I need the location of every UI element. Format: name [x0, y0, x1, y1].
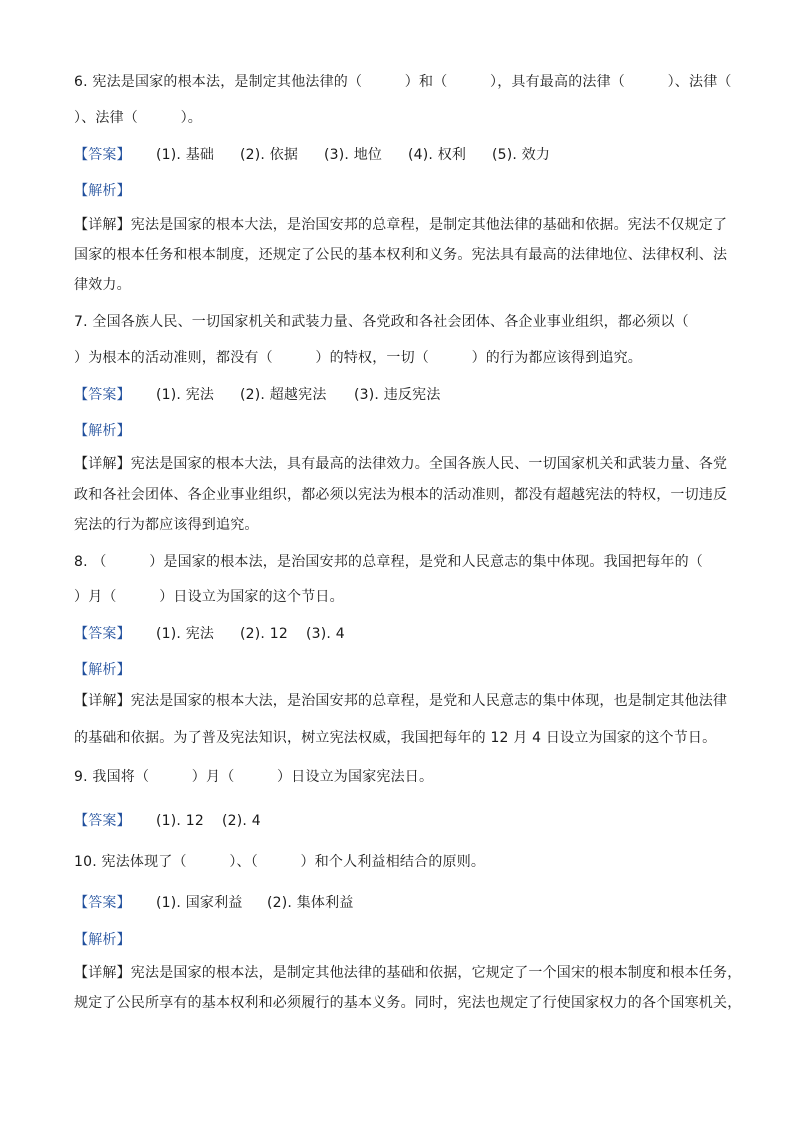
detail-8-line-2: 的基础和依据。为了普及宪法知识，树立宪法权威，我国把每年的 12 月 4 日设立为国家的这个节日。 — [74, 730, 717, 746]
detail-6-line-1: 【详解】宪法是国家的根本大法，是治国安邦的总章程，是制定其他法律的基础和依据。宪法不仅规定了 — [74, 217, 728, 233]
detail-7-line-1: 【详解】宪法是国家的根本大法，具有最高的法律效力。全国各族人民、一切国家机关和武装力量、各党 — [74, 456, 728, 472]
detail-7-line-2: 政和各社会团体、各企业事业组织，都必须以宪法为根本的活动准则，都没有超越宪法的特权，一切违反 — [74, 487, 728, 503]
analysis-label: 解析 — [88, 932, 117, 948]
answer-10 — [74, 893, 724, 913]
detail-6-line-2: 国家的根本任务和根本制度，还规定了公民的基本权利和义务。宪法具有最高的法律地位、法律权利、法 — [74, 247, 728, 263]
answer-item: (1). 12 — [156, 813, 204, 829]
question-7-line-1: 7. 全国各族人民、一切国家机关和武装力量、各党政和各社会团体、各企业事业组织，都必须以（ — [74, 314, 689, 330]
question-8-line-1: 8. （ ）是国家的根本法，是治国安邦的总章程，是党和人民意志的集中体现。我国把每年的（ — [74, 554, 704, 570]
answer-item: (2). 依据 — [240, 147, 299, 163]
detail-7-line-3: 宪法的行为都应该得到追究。 — [74, 517, 259, 533]
answer-7 — [74, 385, 724, 405]
detail-8-line-1: 【详解】宪法是国家的根本大法，是治国安邦的总章程，是党和人民意志的集中体现，也是制定其他法律 — [74, 693, 728, 709]
answer-item: (5). 效力 — [492, 147, 551, 163]
analysis-label: 解析 — [88, 423, 117, 439]
answer-item: (2). 集体利益 — [267, 895, 354, 911]
answer-item: (3). 地位 — [324, 147, 383, 163]
answer-item: (1). 基础 — [156, 147, 215, 163]
question-9-line-1: 9. 我国将（ ）月（ ）日设立为国家宪法日。 — [74, 769, 434, 785]
answer-6 — [74, 145, 724, 165]
analysis-label: 解析 — [88, 183, 117, 199]
question-6-line-1: 6. 宪法是国家的根本法，是制定其他法律的（ ）和（ ），具有最高的法律（ ）、法律（ — [74, 74, 732, 90]
detail-6-line-3: 律效力。 — [74, 277, 131, 293]
detail-10-line-1: 【详解】宪法是国家的根本法，是制定其他法律的基础和依据，它规定了一个国宋的根本制度和根本任务， — [74, 965, 742, 981]
answer-item: (2). 4 — [222, 813, 261, 829]
analysis-heading-7: 【解析】 — [74, 423, 131, 439]
answer-label: 【答案】 — [74, 895, 131, 911]
answer-label: 【答案】 — [74, 626, 131, 642]
answer-8 — [74, 624, 724, 644]
analysis-heading-6: 【解析】 — [74, 183, 131, 199]
answer-item: (1). 宪法 — [156, 387, 215, 403]
analysis-label: 解析 — [88, 662, 117, 678]
answer-item: (3). 4 — [306, 626, 345, 642]
answer-label: 【答案】 — [74, 387, 131, 403]
analysis-heading-10: 【解析】 — [74, 932, 131, 948]
question-6-line-2: ）、法律（ ）。 — [74, 110, 202, 126]
answer-item: (3). 违反宪法 — [354, 387, 441, 403]
answer-9 — [74, 811, 724, 831]
detail-10-line-2: 规定了公民所享有的基本权利和必须履行的基本义务。同时，宪法也规定了行使国家权力的各个国寒机关， — [74, 995, 742, 1011]
answer-item: (1). 宪法 — [156, 626, 215, 642]
question-10-line-1: 10. 宪法体现了（ ）、（ ）和个人利益相结合的原则。 — [74, 854, 486, 870]
answer-label: 【答案】 — [74, 813, 131, 829]
answer-label: 【答案】 — [74, 147, 131, 163]
answer-item: (1). 国家利益 — [156, 895, 243, 911]
question-8-line-2: ）月（ ）日设立为国家的这个节日。 — [74, 589, 344, 605]
analysis-heading-8: 【解析】 — [74, 662, 131, 678]
answer-item: (2). 12 — [240, 626, 288, 642]
answer-item: (4). 权利 — [408, 147, 467, 163]
answer-item: (2). 超越宪法 — [240, 387, 327, 403]
question-7-line-2: ）为根本的活动准则，都没有（ ）的特权，一切（ ）的行为都应该得到追究。 — [74, 350, 642, 366]
